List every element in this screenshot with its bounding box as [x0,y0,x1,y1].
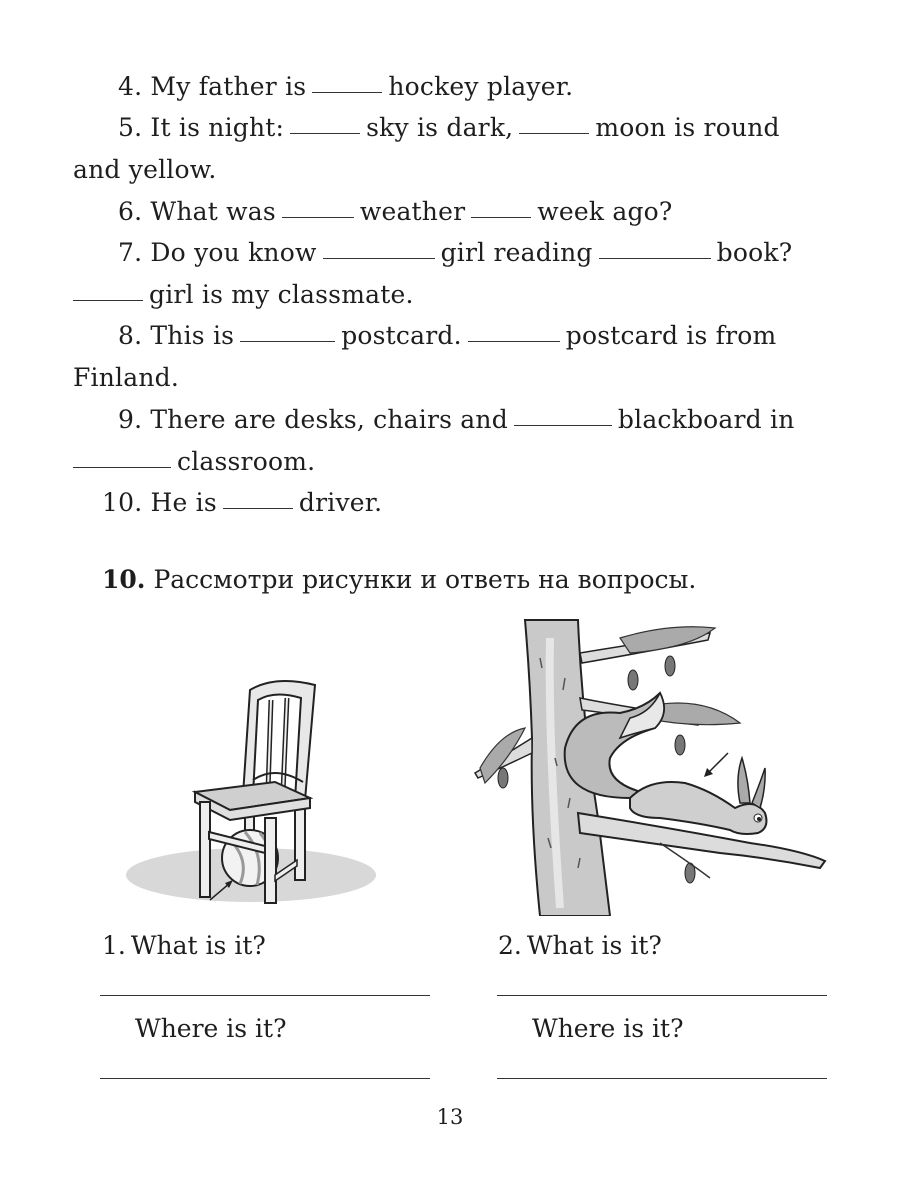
item-number: 7. [118,238,143,267]
answer-blank[interactable] [73,467,171,468]
item-text: girl reading [440,238,593,267]
exercise-item-7-continuation [73,280,414,310]
chair-with-ball-illustration [125,670,380,905]
item-text: girl is my classmate. [149,280,414,309]
item-text: postcard is from [565,321,777,350]
item-number: 10. [102,488,143,517]
question-2-followup: Where is it? [532,1014,684,1043]
exercise-item-10 [102,488,382,518]
item-number: 8. [118,321,143,350]
item-text: He is [150,488,217,517]
exercise-item-5 [118,113,780,143]
answer-blank[interactable] [323,258,435,259]
question-number: 1. [102,931,126,960]
answer-line-what-2[interactable] [497,995,827,996]
item-text: postcard. [341,321,462,350]
exercise-item-9-continuation [73,447,315,477]
item-text: week ago? [537,197,673,226]
item-text: blackboard in [617,405,795,434]
item-text: sky is dark, [366,113,514,142]
pine-cone [628,670,638,690]
answer-blank[interactable] [471,217,531,218]
pine-cone [675,735,685,755]
question-number: 2. [498,931,522,960]
exercise-number: 10. [102,565,146,594]
exercise-item-8-continuation: Finland. [73,363,179,392]
item-text: weather [359,197,466,226]
question-1 [102,931,266,961]
item-number: 5. [118,113,143,142]
exercise-item-4 [118,72,573,102]
answer-line-what-1[interactable] [100,995,430,996]
exercise-item-6 [118,197,673,227]
pine-cone [665,656,675,676]
page-number: 13 [436,1105,464,1129]
question-1-followup: Where is it? [135,1014,287,1043]
answer-blank[interactable] [282,217,354,218]
item-text: moon is round [595,113,780,142]
answer-line-where-1[interactable] [100,1078,430,1079]
answer-blank[interactable] [599,258,711,259]
item-text: hockey player. [388,72,574,101]
squirrel-on-branch-illustration [470,618,835,916]
arrow-icon [708,753,728,773]
answer-blank[interactable] [223,508,293,509]
exercise-item-5-continuation: and yellow. [73,155,217,184]
answer-blank[interactable] [519,133,589,134]
item-text: It is night: [150,113,285,142]
answer-blank[interactable] [73,300,143,301]
item-number: 6. [118,197,143,226]
item-number: 9. [118,405,143,434]
item-number: 4. [118,72,143,101]
item-text: My father is [150,72,307,101]
item-text: classroom. [177,447,316,476]
question-text: What is it? [526,931,662,960]
question-2 [498,931,662,961]
exercise-item-7 [118,238,792,268]
item-text: There are desks, chairs and [150,405,508,434]
item-text: What was [150,197,276,226]
answer-blank[interactable] [468,341,560,342]
exercise-item-8 [118,321,776,351]
answer-blank[interactable] [240,341,335,342]
pine-cone [498,768,508,788]
answer-line-where-2[interactable] [497,1078,827,1079]
answer-blank[interactable] [514,425,612,426]
exercise-10-heading [102,565,696,595]
exercise-item-9 [118,405,795,435]
item-text: book? [716,238,793,267]
answer-blank[interactable] [290,133,360,134]
exercise-instruction: Рассмотри рисунки и ответь на вопросы. [153,565,697,594]
question-text: What is it? [130,931,266,960]
item-text: driver. [298,488,383,517]
answer-blank[interactable] [312,92,382,93]
item-text: This is [150,321,235,350]
item-text: Do you know [150,238,317,267]
